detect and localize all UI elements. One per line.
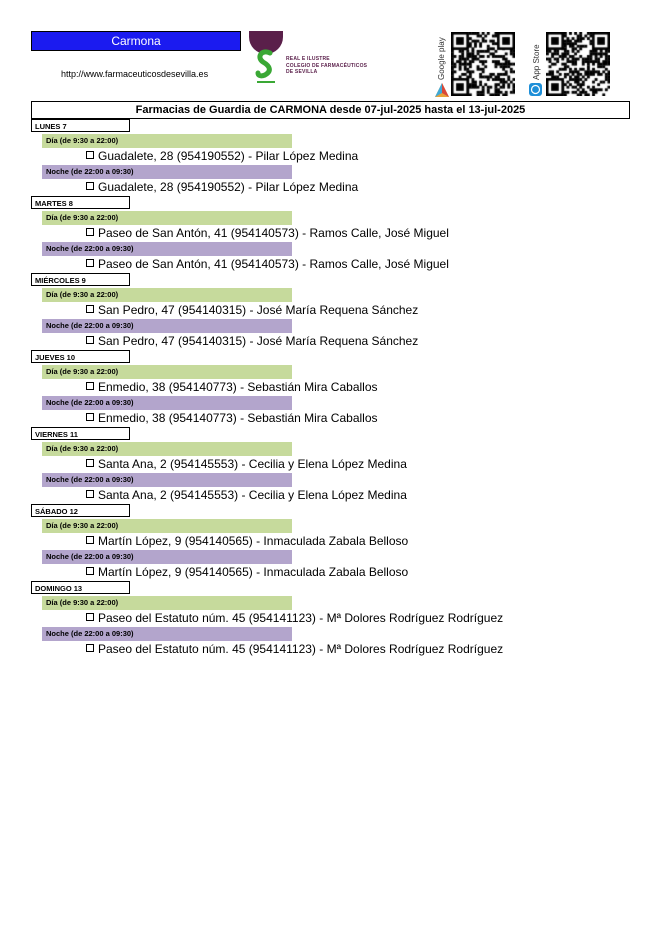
day-shift-label: Día (de 9:30 a 22:00) <box>42 519 292 533</box>
pharmacy-text: San Pedro, 47 (954140315) - José María Requena Sánchez <box>98 334 419 348</box>
pharmacy-text: Guadalete, 28 (954190552) - Pilar López Medina <box>98 180 359 194</box>
day-pharmacy-entry <box>86 225 631 242</box>
checkbox-icon <box>86 644 94 652</box>
night-pharmacy-entry <box>86 564 631 581</box>
day-shift-label: Día (de 9:30 a 22:00) <box>42 288 292 302</box>
checkbox-icon <box>86 182 94 190</box>
pharmacy-text: Paseo del Estatuto núm. 45 (954141123) - Mª Dolores Rodríguez Rodríguez <box>98 642 504 656</box>
pharmacy-text: Martín López, 9 (954140565) - Inmaculada Zabala Belloso <box>98 565 409 579</box>
day-block <box>31 350 631 427</box>
website-link[interactable]: http://www.farmaceuticosdesevilla.es <box>61 69 209 79</box>
pharmacy-text: Martín López, 9 (954140565) - Inmaculada Zabala Belloso <box>98 534 409 548</box>
night-pharmacy-entry <box>86 410 631 427</box>
college-name: REAL E ILUSTRE COLEGIO DE FARMACÉUTICOS DE SEVILLA <box>286 56 368 75</box>
pharmacy-text: Santa Ana, 2 (954145553) - Cecilia y Elena López Medina <box>98 488 407 502</box>
day-shift-label: Día (de 9:30 a 22:00) <box>42 211 292 225</box>
checkbox-icon <box>86 536 94 544</box>
day-block <box>31 196 631 273</box>
checkbox-icon <box>86 567 94 575</box>
day-header: VIERNES 11 <box>31 427 130 440</box>
day-header: DOMINGO 13 <box>31 581 130 594</box>
day-block <box>31 273 631 350</box>
night-shift-label: Noche (de 22:00 a 09:30) <box>42 396 292 410</box>
app-store-qr-code[interactable] <box>546 32 610 96</box>
college-logo-icon <box>248 31 284 87</box>
day-pharmacy-entry <box>86 610 631 627</box>
day-pharmacy-entry <box>86 379 631 396</box>
checkbox-icon <box>86 459 94 467</box>
pharmacy-text: San Pedro, 47 (954140315) - José María Requena Sánchez <box>98 303 419 317</box>
pharmacy-text: Paseo de San Antón, 41 (954140573) - Ramos Calle, José Miguel <box>98 226 449 240</box>
pharmacy-text: Enmedio, 38 (954140773) - Sebastián Mira Caballos <box>98 411 378 425</box>
pharmacy-text: Guadalete, 28 (954190552) - Pilar López Medina <box>98 149 359 163</box>
day-pharmacy-entry <box>86 302 631 319</box>
town-label: Carmona <box>31 31 241 51</box>
night-shift-label: Noche (de 22:00 a 09:30) <box>42 473 292 487</box>
night-pharmacy-entry <box>86 641 631 658</box>
day-pharmacy-entry <box>86 533 631 550</box>
app-store-icon <box>529 83 542 96</box>
google-play-label: Google play <box>437 37 446 80</box>
night-pharmacy-entry <box>86 487 631 504</box>
night-shift-label: Noche (de 22:00 a 09:30) <box>42 242 292 256</box>
checkbox-icon <box>86 151 94 159</box>
checkbox-icon <box>86 259 94 267</box>
page-title: Farmacias de Guardia de CARMONA desde 07-jul-2025 hasta el 13-jul-2025 <box>31 101 630 119</box>
night-shift-label: Noche (de 22:00 a 09:30) <box>42 627 292 641</box>
checkbox-icon <box>86 228 94 236</box>
day-block <box>31 119 631 196</box>
app-store-label: App Store <box>532 44 541 80</box>
pharmacy-text: Santa Ana, 2 (954145553) - Cecilia y Elena López Medina <box>98 457 407 471</box>
day-shift-label: Día (de 9:30 a 22:00) <box>42 134 292 148</box>
day-pharmacy-entry <box>86 148 631 165</box>
night-shift-label: Noche (de 22:00 a 09:30) <box>42 165 292 179</box>
day-block <box>31 427 631 504</box>
google-play-icon <box>434 82 450 98</box>
duty-schedule <box>31 119 631 658</box>
day-pharmacy-entry <box>86 456 631 473</box>
google-play-qr-code[interactable] <box>451 32 515 96</box>
checkbox-icon <box>86 490 94 498</box>
day-header: SÁBADO 12 <box>31 504 130 517</box>
day-block <box>31 504 631 581</box>
day-block <box>31 581 631 658</box>
day-header: MIÉRCOLES 9 <box>31 273 130 286</box>
pharmacy-text: Enmedio, 38 (954140773) - Sebastián Mira Caballos <box>98 380 378 394</box>
day-shift-label: Día (de 9:30 a 22:00) <box>42 442 292 456</box>
night-pharmacy-entry <box>86 179 631 196</box>
day-shift-label: Día (de 9:30 a 22:00) <box>42 365 292 379</box>
pharmacy-text: Paseo del Estatuto núm. 45 (954141123) - Mª Dolores Rodríguez Rodríguez <box>98 611 504 625</box>
night-shift-label: Noche (de 22:00 a 09:30) <box>42 550 292 564</box>
day-header: MARTES 8 <box>31 196 130 209</box>
checkbox-icon <box>86 305 94 313</box>
night-pharmacy-entry <box>86 333 631 350</box>
checkbox-icon <box>86 613 94 621</box>
checkbox-icon <box>86 382 94 390</box>
checkbox-icon <box>86 336 94 344</box>
checkbox-icon <box>86 413 94 421</box>
day-header: LUNES 7 <box>31 119 130 132</box>
night-shift-label: Noche (de 22:00 a 09:30) <box>42 319 292 333</box>
day-header: JUEVES 10 <box>31 350 130 363</box>
pharmacy-text: Paseo de San Antón, 41 (954140573) - Ramos Calle, José Miguel <box>98 257 449 271</box>
night-pharmacy-entry <box>86 256 631 273</box>
day-shift-label: Día (de 9:30 a 22:00) <box>42 596 292 610</box>
